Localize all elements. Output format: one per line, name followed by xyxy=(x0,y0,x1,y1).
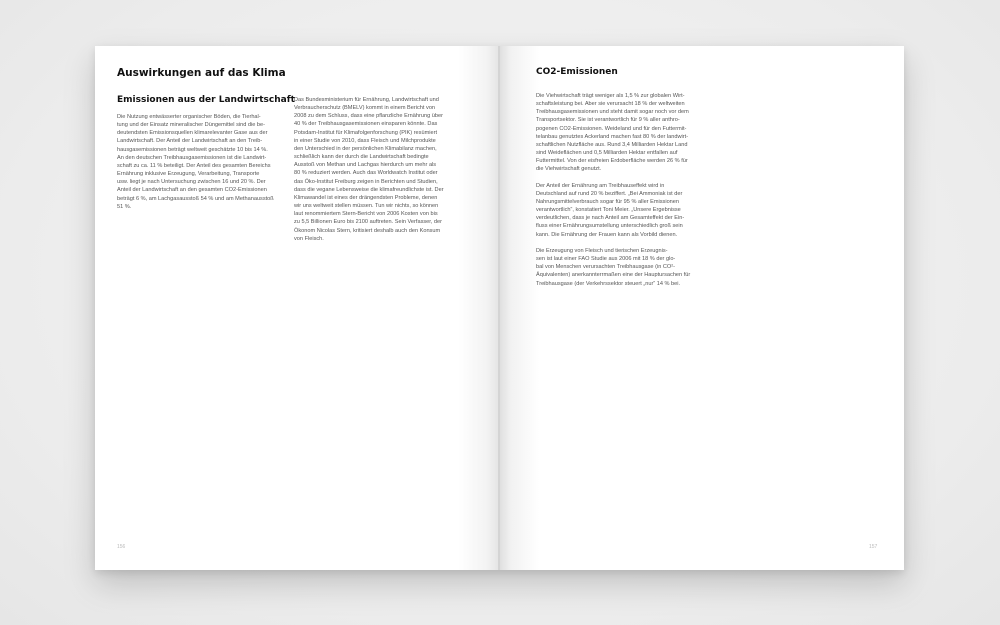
left-column-2 xyxy=(294,96,474,243)
text-line: Deutschland auf rund 20 % beziffert. „Bei Ammoniak ist der xyxy=(536,190,683,197)
text-line: Die Nutzung entwässerter organischer Böden, die Tierhal- xyxy=(117,114,261,120)
page-number-right: 157 xyxy=(869,544,878,550)
text-line: Anteil der Landwirtschaft an den gesamten CO2-Emissionen xyxy=(117,187,267,194)
text-line: Der Anteil der Ernährung am Treibhauseffekt wird in xyxy=(536,182,665,189)
text-line: das Öko-Institut Freiburg zeigen in Berichten und Studien, xyxy=(294,178,438,185)
text-line: verdeutlichen, dass je nach Anteil am Gesamteffekt der Ein- xyxy=(536,215,685,222)
text-line: laut renommiertem Stern-Bericht von 2006 Kosten von bis xyxy=(294,211,438,218)
text-line: pogenen CO2-Emissionen. Weideland und für den Futtermit- xyxy=(536,125,687,132)
text-line: Treibhausgasemissionen und steht damit sogar noch vor dem xyxy=(536,109,689,116)
text-line: Das Bundesministerium für Ernährung, Landwirtschaft und xyxy=(294,97,439,103)
chapter-title: Auswirkungen auf das Klima xyxy=(117,67,286,79)
text-line: telanbau genutztes Ackerland machen fast 80 % der landwirt- xyxy=(536,133,689,140)
text-line: die Viehwirtschaft genutzt. xyxy=(536,166,602,173)
text-line: fluss einer Ernährungsumstellung unterschiedlich groß sein xyxy=(536,223,683,230)
text-line: zu 5,5 Billionen Euro bis 2100 auftreten. Sein Verfasser, der xyxy=(294,219,443,226)
section-title-landwirtschaft: Emissionen aus der Landwirtschaft xyxy=(117,95,295,105)
text-line: 51 %. xyxy=(117,203,132,210)
left-column-1 xyxy=(117,113,295,211)
book-spine xyxy=(498,46,500,570)
text-line: deutendsten Emissionsquellen klimarelevanter Gase aus der xyxy=(117,130,268,137)
text-line: den Unterschied in der persönlichen Klimabilanz machen, xyxy=(294,145,437,152)
section-title-co2: CO2-Emissionen xyxy=(536,67,618,77)
text-line: schließlich kann der durch die Landwirtschaft bedingte xyxy=(294,154,429,161)
text-line: Ökonom Nicolas Stern, kritisiert deshalb auch den Konsum xyxy=(294,227,441,234)
text-line: Transportsektor. Sie ist verantwortlich für 9 % aller anthro- xyxy=(536,117,680,124)
text-line: beträgt 6 %, am Lachgasausstoß 54 % und am Methanausstoß xyxy=(117,195,274,202)
text-line: Futtermittel. Von der eisfreien Erdoberfläche werden 26 % für xyxy=(536,158,688,165)
text-line: schaft zu ca. 11 % beteiligt. Der Anteil des gesamten Bereichs xyxy=(117,162,271,169)
text-line: Ausstoß von Methan und Lachgas hierdurch um mehr als xyxy=(294,162,437,169)
right-column xyxy=(536,92,716,288)
paragraph-gap xyxy=(536,239,716,247)
paragraph-gap xyxy=(536,174,716,182)
text-line: Landwirtschaft. Der Anteil der Landwirtschaft an den Treib- xyxy=(117,138,263,145)
text-line: Ernährung inklusive Erzeugung, Verarbeitung, Transporte xyxy=(117,171,260,178)
text-line: kann. Die Ernährung der Frauen kann als Vorbild dienen. xyxy=(536,231,678,238)
text-line: Nahrungsmittelverbrauch sogar für 95 % aller Emissionen xyxy=(536,199,680,206)
text-line: 2008 zu dem Schluss, dass eine pflanzliche Ernährung über xyxy=(294,113,443,120)
text-line: Die Erzeugung von Fleisch und tierischen Erzeugnis- xyxy=(536,247,668,254)
text-line: dass die vegane Lebensweise die klimafreundlichste ist. Der xyxy=(294,186,444,193)
text-line: Verbraucherschutz (BMELV) kommt in einem Bericht von xyxy=(294,105,436,112)
text-line: An den deutschen Treibhausgasemissionen ist die Landwirt- xyxy=(117,154,267,161)
text-line: bal von Menschen verursachten Treibhausgase (in CO²- xyxy=(536,264,675,271)
text-line: tung und der Einsatz mineralischer Düngemittel sind die be- xyxy=(117,122,266,129)
page-number-left: 156 xyxy=(117,544,126,550)
text-line: hausgasemissionen beträgt weltweit geschätzte 10 bis 14 %. xyxy=(117,146,268,153)
text-line: Äquivalenten) anerkannterrmaßen eine der Hauptursachen für xyxy=(536,272,691,279)
text-line: in einer Studie von 2010, dass Fleisch und Milchprodukte xyxy=(294,137,436,144)
text-line: sind Weideflächen und 0,5 Milliarden Hektar entfallen auf xyxy=(536,150,678,157)
text-line: usw. liegt je nach Untersuchung zwischen 16 und 20 %. Der xyxy=(117,179,266,186)
text-line: 40 % der Treibhausgasemissionen einsparen könnte. Das xyxy=(294,121,438,128)
text-line: schaftlichen Nutzfläche aus. Rund 3,4 Milliarden Hektar Land xyxy=(536,141,688,148)
text-line: sen ist laut einer FAO Studie aus 2006 mit 18 % der glo- xyxy=(536,256,676,263)
text-line: verantwortlich“, konstatiert Toni Meier. „Unsere Ergebnisse xyxy=(536,207,681,214)
text-line: schaftsleistung bei. Aber sie verursacht 18 % der weltweiten xyxy=(536,101,685,108)
text-line: Treibhausgase (der Verkehrssektor steuert „nur“ 14 % bei. xyxy=(536,280,681,287)
text-line: Die Viehwirtschaft trägt weniger als 1,5 % zur globalen Wirt- xyxy=(536,93,685,99)
text-line: von Fleisch. xyxy=(294,235,324,242)
text-line: Potsdam-Institut für Klimafolgenforschung (PIK) resümiert xyxy=(294,129,438,136)
right-page xyxy=(499,46,904,570)
left-page xyxy=(95,46,499,570)
text-line: 80 % reduziert werden. Auch das Worldwatch Institut oder xyxy=(294,170,438,177)
text-line: wir uns weltweit stellen müssen. Tun wir nichts, so können xyxy=(294,203,439,210)
book-spread xyxy=(95,46,904,570)
text-line: Klimawandel ist eines der drängendsten Probleme, denen xyxy=(294,194,438,201)
